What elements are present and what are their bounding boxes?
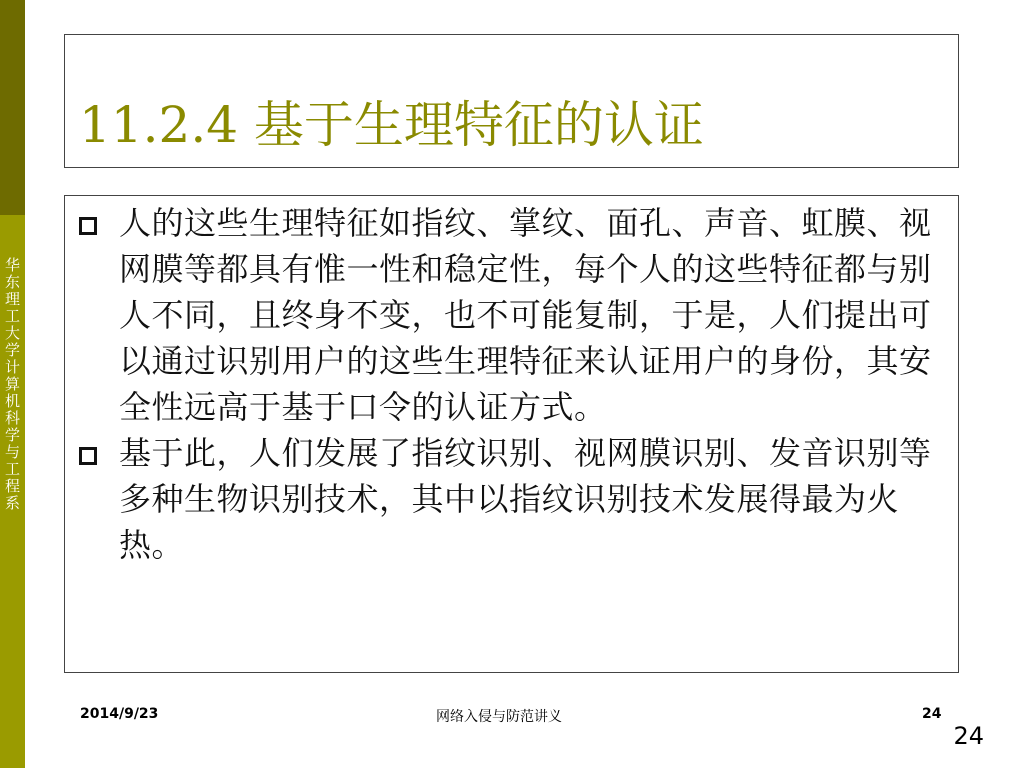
- sidebar-institution-text: 华东理工大学计算机科学与工程系: [4, 256, 20, 512]
- bullet-item: [77, 200, 952, 430]
- square-bullet-icon: [79, 217, 97, 235]
- slide-title: 11.2.4 基于生理特征的认证: [79, 96, 704, 154]
- bullet-list: [77, 200, 952, 568]
- bullet-text: 基于此，人们发展了指纹识别、视网膜识别、发音识别等多种生物识别技术，其中以指纹识别技术发展得最为火热。: [119, 434, 932, 564]
- title-box: [64, 34, 959, 168]
- footer-course-title: 网络入侵与防范讲义: [436, 709, 562, 725]
- slide-page-number: 24: [953, 722, 984, 750]
- content-box: [64, 195, 959, 673]
- footer-page-number: 24: [922, 706, 942, 722]
- sidebar-top-band: [0, 0, 25, 215]
- footer-date: 2014/9/23: [80, 706, 159, 722]
- bullet-text: 人的这些生理特征如指纹、掌纹、面孔、声音、虹膜、视网膜等都具有惟一性和稳定性，每个人的这些特征都与别人不同，且终身不变，也不可能复制，于是，人们提出可以通过识别用户的这些生理特征来认证用户的身份，其安全性远高于基于口令的认证方式。: [119, 204, 932, 426]
- square-bullet-icon: [79, 447, 97, 465]
- bullet-item: [77, 430, 952, 568]
- sidebar: [0, 0, 25, 768]
